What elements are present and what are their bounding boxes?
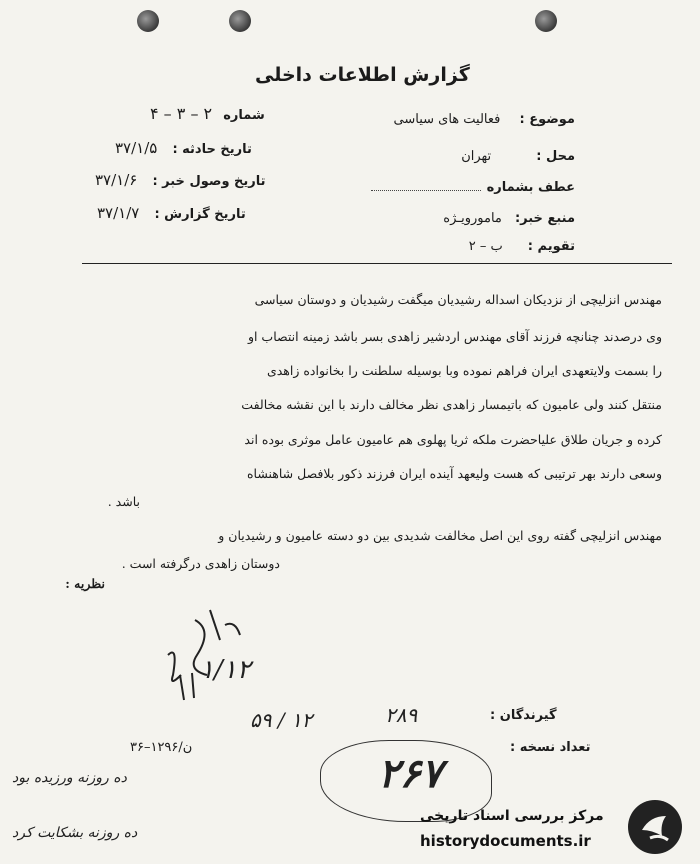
watermark-url: historydocuments.ir bbox=[420, 832, 591, 850]
handwritten-note-2: ده روزنه بشکایت کرد bbox=[12, 825, 138, 841]
incident-date-value: ۳۷/۱/۵ bbox=[115, 139, 158, 157]
receipt-date-row bbox=[95, 170, 266, 189]
handwritten-note-1: ده روزنه ورزیده بود bbox=[12, 770, 127, 786]
recipients-label: گیرندگان : bbox=[490, 708, 557, 723]
source-value: مامورویـژه bbox=[443, 211, 502, 226]
punch-hole-middle bbox=[229, 10, 251, 32]
number-label: شماره bbox=[223, 108, 265, 123]
receipt-date-label: تاریخ وصول خبر : bbox=[152, 174, 266, 189]
incident-date-label: تاریخ حادثه : bbox=[172, 142, 252, 157]
subject-row bbox=[394, 108, 575, 127]
header-divider bbox=[82, 263, 672, 264]
report-title: گزارش اطلاعات داخلی bbox=[255, 64, 470, 86]
opinion-label: نظریه : bbox=[65, 576, 105, 591]
body-line: دوستان زاهدی درگرفته است . bbox=[121, 556, 280, 571]
reference-row bbox=[371, 176, 575, 195]
number-row bbox=[150, 104, 265, 123]
incident-date-row bbox=[115, 138, 252, 157]
receipt-date-value: ۳۷/۱/۶ bbox=[95, 171, 138, 189]
source-row bbox=[443, 207, 575, 226]
evaluation-label: تقویم : bbox=[527, 239, 575, 254]
evaluation-value: ب – ۲ bbox=[468, 239, 503, 254]
place-value: تهران bbox=[461, 149, 492, 164]
evaluation-row bbox=[469, 235, 575, 254]
report-date-row bbox=[97, 203, 246, 222]
handwritten-signature bbox=[140, 595, 250, 705]
punch-hole-right bbox=[535, 10, 557, 32]
file-reference: ۳۶–۱۲۹۶/ن bbox=[130, 740, 193, 755]
margin-number: ۵۹ / ۱۲ bbox=[250, 708, 313, 732]
body-line: مهندس انزلیچی گفته روی این اصل مخالفت شدیدی بین دو دسته عامیون و رشیدیان و bbox=[218, 528, 662, 543]
big-number: ۲۶۷ bbox=[378, 750, 443, 797]
body-line: وی درصدند چنانچه فرزند آقای مهندس اردشیر زاهدی بسر باشد زمینه انتصاب او bbox=[247, 329, 662, 344]
report-date-value: ۳۷/۱/۷ bbox=[97, 204, 140, 222]
body-line: منتقل کنند ولی عامیون که باتیمسار زاهدی نظر مخالف دارند با این نقشه مخالفت bbox=[241, 397, 662, 412]
body-line: مهندس انزلیچی از نزدیکان اسداله رشیدیان میگفت رشیدیان و دوستان سیاسی bbox=[254, 292, 662, 307]
report-date-label: تاریخ گزارش : bbox=[154, 207, 246, 222]
place-label: محل : bbox=[536, 149, 575, 164]
body-line: باشد . bbox=[107, 494, 140, 509]
body-line: وسعی دارند بهر ترتیبی که هست ولیعهد آینده ایران فرزند ذکور بلافصل شاهنشاه bbox=[246, 466, 662, 481]
margin-note: ۱/۱۲ bbox=[200, 655, 251, 685]
place-row bbox=[461, 145, 575, 164]
number-value: ۲ – ۳ – ۴ bbox=[150, 104, 213, 123]
subject-label: موضوع : bbox=[519, 112, 575, 127]
source-label: منبع خبر: bbox=[514, 211, 575, 226]
body-line: را بسمت ولایتعهدی ایران فراهم نموده وبا بوسیله سلطنت را بخانواده زاهدی bbox=[266, 363, 662, 378]
stamp-number: ۲۸۹ bbox=[385, 703, 418, 727]
reference-dots bbox=[371, 190, 481, 191]
copies-label: تعداد نسخه : bbox=[510, 740, 591, 755]
body-line: کرده و جریان طلاق علیاحضرت ملکه ثریا پهلوی هم عامیون عامل موثری بوده اند bbox=[244, 432, 662, 447]
reference-label: عطف بشماره bbox=[486, 180, 575, 195]
subject-value: فعالیت های سیاسی bbox=[393, 112, 501, 127]
watermark-title: مرکز بررسی اسناد تاریخی bbox=[420, 808, 604, 824]
punch-hole-left bbox=[137, 10, 159, 32]
archive-logo-icon bbox=[628, 800, 682, 854]
